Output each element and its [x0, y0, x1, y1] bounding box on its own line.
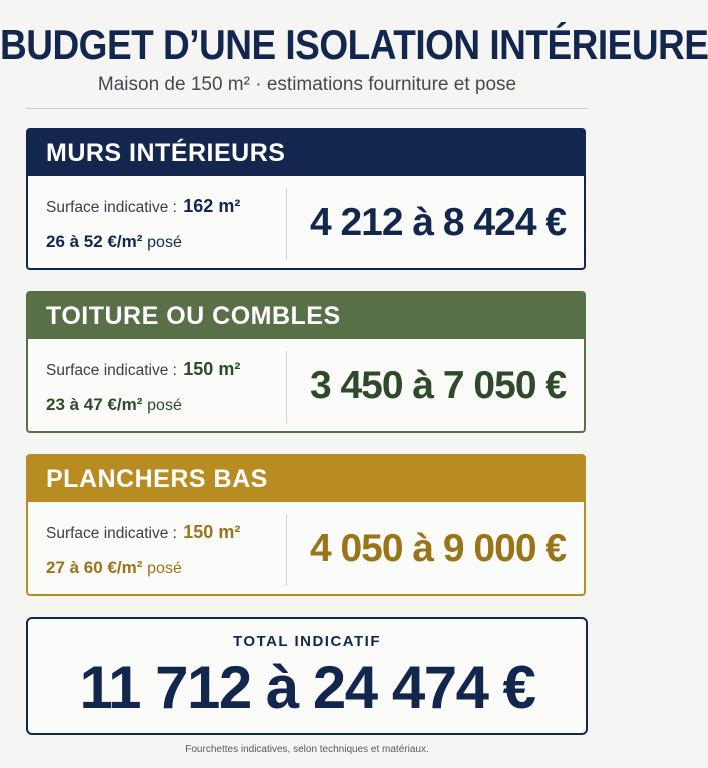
- total-box: [26, 617, 588, 735]
- rate-suffix: posé: [147, 234, 182, 251]
- total-amount: 11 712 à 24 474 €: [79, 654, 535, 721]
- rate-suffix: posé: [147, 397, 182, 414]
- card-details: [46, 339, 286, 433]
- surface-line: [46, 522, 240, 543]
- total-label: TOTAL INDICATIF: [232, 633, 382, 650]
- surface-value: 150 m²: [183, 359, 241, 379]
- card-amount: 4 212 à 8 424 €: [309, 201, 567, 244]
- surface-label: Surface indicative :: [46, 199, 177, 216]
- card-heading: TOITURE OU COMBLES: [28, 293, 584, 339]
- footnote: Fourchettes indicatives, selon techniques et matériaux.: [185, 744, 429, 755]
- card-divider: [286, 351, 287, 423]
- card-body: [28, 502, 584, 596]
- card-heading: PLANCHERS BAS: [28, 456, 584, 502]
- surface-value: 162 m²: [183, 196, 241, 216]
- card-amount: 4 050 à 9 000 €: [309, 527, 567, 570]
- rate-value: 26 à 52 €/m²: [46, 232, 143, 251]
- rate-value: 27 à 60 €/m²: [46, 558, 143, 577]
- rate-suffix: posé: [147, 560, 182, 577]
- page-subtitle: Maison de 150 m² · estimations fourniture et pose: [97, 74, 517, 95]
- card-amount: 3 450 à 7 050 €: [309, 364, 567, 407]
- rate-line: [46, 232, 182, 252]
- card-planchers-bas: [26, 454, 586, 596]
- card-heading: MURS INTÉRIEURS: [28, 130, 584, 176]
- rate-line: [46, 395, 182, 415]
- rate-value: 23 à 47 €/m²: [46, 395, 143, 414]
- header-divider: [26, 108, 588, 109]
- card-murs-interieurs: [26, 128, 586, 270]
- card-divider: [286, 514, 287, 586]
- surface-label: Surface indicative :: [46, 525, 177, 542]
- card-toiture-combles: [26, 291, 586, 433]
- rate-line: [46, 558, 182, 578]
- surface-value: 150 m²: [183, 522, 241, 542]
- card-body: [28, 176, 584, 270]
- page-title: BUDGET D’UNE ISOLATION INTÉRIEURE: [0, 22, 708, 68]
- card-body: [28, 339, 584, 433]
- card-details: [46, 502, 286, 596]
- surface-label: Surface indicative :: [46, 362, 177, 379]
- card-details: [46, 176, 286, 270]
- card-divider: [286, 188, 287, 260]
- surface-line: [46, 196, 240, 217]
- surface-line: [46, 359, 240, 380]
